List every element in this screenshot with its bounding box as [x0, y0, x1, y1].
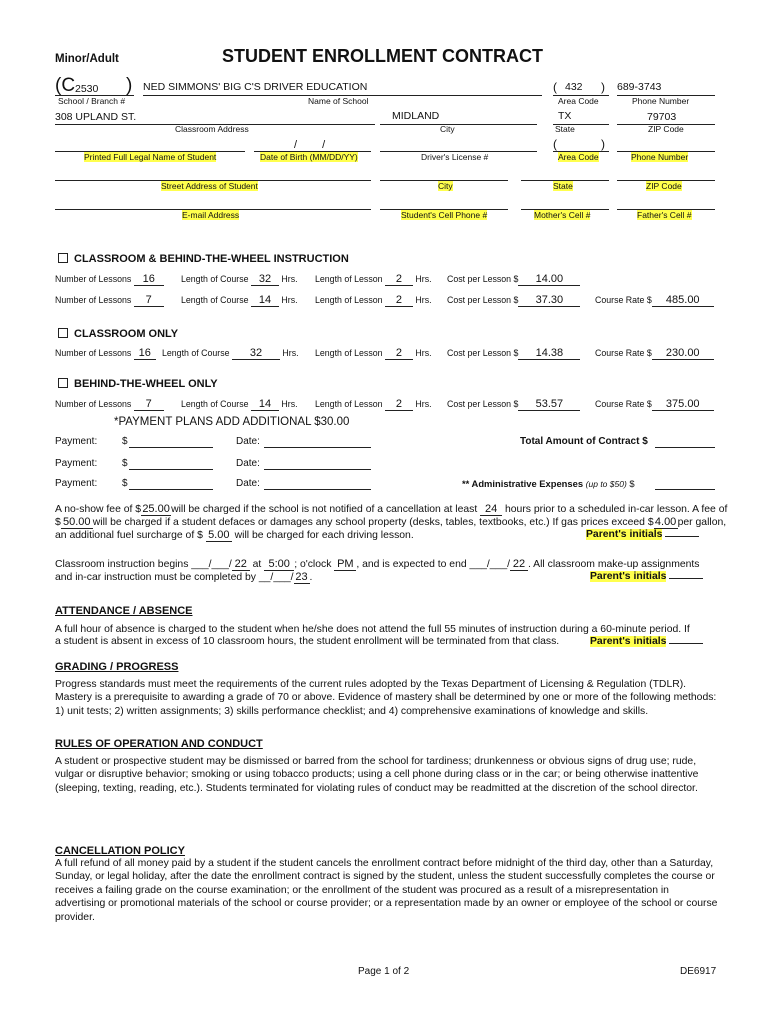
gas-price-input[interactable]: 4.00 — [654, 516, 677, 528]
initials-input[interactable] — [669, 643, 703, 644]
page-number: Page 1 of 2 — [358, 966, 410, 977]
cost-per-lesson-input[interactable]: 37.30 — [518, 295, 580, 307]
noshow-fee-line: A no-show fee of $25.00will be charged if the school is not notified of a cancellation at least 24 hours prior to a scheduled in-car lesson. A fee of — [55, 503, 728, 515]
email-caption: E-mail Address — [182, 210, 240, 220]
classroom-btw-row-1: Number of Lessons 16 — [55, 274, 164, 286]
school-branch-caption: School / Branch # — [58, 96, 126, 106]
initials-input[interactable] — [665, 536, 699, 537]
make-up-line: and in-car instruction must be completed by __/___/ 23 . — [55, 571, 313, 583]
deface-fee-line: $ 50.00 will be charged if a student defaces or damages any school property (desks, tables, textbooks, etc.) If gas prices exceed $4.00per gallon, — [55, 516, 727, 528]
classroom-only-course: Length of Course 32 Hrs. — [162, 347, 299, 359]
course-rate-input[interactable]: 375.00 — [652, 399, 714, 411]
payment-date-label: Date: — [236, 436, 260, 447]
father-cell-caption: Father's Cell # — [637, 210, 692, 220]
btw-only-course: Length of Course 14 Hrs. — [181, 398, 298, 410]
classroom-address-caption: Classroom Address — [175, 124, 249, 134]
class-begins-line: Classroom instruction begins ___/___/ 22 at 5:00 ; o'clock PM , and is expected to end ___/___/ 22 . All classroom make-up assignments — [55, 558, 700, 570]
course-hours-input[interactable]: 32 — [232, 348, 280, 360]
fuel-surcharge-line: an additional fuel surcharge of $ 5.00 will be charged for each driving lesson. — [55, 529, 414, 541]
hours-notice-input[interactable]: 24 — [480, 503, 502, 516]
classroom-only-rate: Course Rate $ 230.00 — [595, 348, 714, 360]
zip-value[interactable]: 79703 — [647, 111, 677, 123]
classroom-btw-row-2: Number of Lessons 7 — [55, 295, 164, 307]
cancellation-heading: CANCELLATION POLICY — [55, 845, 185, 857]
phone-caption: Phone Number — [632, 96, 690, 106]
classroom-btw-row-1-lesson: Length of Lesson 2 Hrs. — [315, 273, 432, 285]
state-value[interactable]: TX — [558, 110, 572, 122]
area-code-caption: Area Code — [558, 96, 599, 106]
course-hours-input[interactable]: 14 — [251, 295, 279, 307]
lessons-input[interactable]: 7 — [134, 399, 164, 411]
student-area-close: ) — [601, 137, 605, 151]
lesson-hours-input[interactable]: 2 — [385, 348, 413, 360]
noshow-fee-input[interactable]: 25.00 — [142, 503, 170, 515]
student-area-open: ( — [553, 137, 557, 151]
rules-heading: RULES OF OPERATION AND CONDUCT — [55, 738, 263, 750]
begin-time-input[interactable]: 5:00 — [264, 558, 294, 571]
cost-per-lesson-input[interactable]: 14.38 — [518, 348, 580, 360]
begin-year-input[interactable]: 22 — [232, 558, 250, 571]
dob-caption: Date of Birth (MM/DD/YY) — [260, 152, 358, 162]
street-caption: Street Address of Student — [161, 181, 258, 191]
classroom-address-value[interactable]: 308 UPLAND ST. — [55, 111, 137, 123]
parents-initials-2: Parent's initials — [590, 571, 703, 582]
payment-date-label: Date: — [236, 478, 260, 489]
admin-expenses-label: ** Administrative Expenses (up to $50) $ — [462, 478, 635, 489]
payment-dollar: $ — [122, 458, 128, 469]
admin-expenses-line[interactable] — [655, 489, 715, 490]
btw-only-rate: Course Rate $ 375.00 — [595, 399, 714, 411]
page-title: STUDENT ENROLLMENT CONTRACT — [222, 46, 543, 66]
payment-dollar: $ — [122, 478, 128, 489]
area-code-open: ( — [553, 80, 557, 94]
payment-amount-line[interactable] — [129, 489, 213, 490]
payment-label: Payment: — [55, 478, 98, 489]
classroom-btw-checkbox[interactable] — [58, 253, 68, 263]
classroom-only-heading: CLASSROOM ONLY — [58, 328, 178, 340]
parents-initials-1: Parent's initials — [586, 529, 699, 540]
course-hours-input[interactable]: 32 — [251, 274, 279, 286]
student-area-caption: Area Code — [558, 152, 599, 162]
btw-only-checkbox[interactable] — [58, 378, 68, 388]
student-name-caption: Printed Full Legal Name of Student — [84, 152, 217, 162]
payment-label: Payment: — [55, 436, 98, 447]
city-value[interactable]: MIDLAND — [392, 110, 440, 122]
state-caption: State — [555, 124, 575, 134]
total-amount-line[interactable] — [655, 447, 715, 448]
payment-date-line[interactable] — [264, 447, 371, 448]
student-zip-caption: ZIP Code — [646, 181, 682, 191]
student-cell-caption: Student's Cell Phone # — [401, 210, 488, 220]
classroom-btw-row-2-lesson: Length of Lesson 2 Hrs. — [315, 294, 432, 306]
total-amount-label: Total Amount of Contract $ — [520, 436, 648, 447]
btw-only-heading: BEHIND-THE-WHEEL ONLY — [58, 378, 218, 390]
area-code-close: ) — [601, 80, 605, 94]
cost-per-lesson-input[interactable]: 53.57 — [518, 399, 580, 411]
minor-adult-label: Minor/Adult — [55, 53, 119, 65]
payment-amount-line[interactable] — [129, 469, 213, 470]
grading-text: Progress standards must meet the requirements of the current rules adopted by the Texas Department of Licensing & Regulation (TDLR). Mastery is a prerequisite to awarding a grade of 70 or above. Evidence of mastery shall be determined by one or more of the following methods: 1) unit tests; 2) written assignments; 3) skills performance checklist; and 4) comprehensive examinations of knowledge and skills. — [55, 679, 717, 717]
end-year-input[interactable]: 22 — [510, 558, 528, 571]
course-rate-input[interactable]: 485.00 — [652, 295, 714, 307]
complete-year-input[interactable]: 23 — [295, 571, 308, 583]
btw-only-lesson: Length of Lesson 2 Hrs. — [315, 398, 432, 410]
rules-text: A student or prospective student may be dismissed or barred from the school for tardiness; drunkenness or obvious signs of drug use; rude, vulgar or disruptive behavior; smoking or using tobacco products; using a cell phone during class or in the car; or being otherwise inattentive (sleeping, texting, reading, etc.). Students terminated for violating rules of conduct may be readmitted at the discretion of the school director. — [55, 756, 699, 794]
student-phone-caption: Phone Number — [631, 152, 689, 162]
classroom-btw-row-2-cost: Cost per Lesson $ 37.30 — [447, 295, 580, 307]
fuel-surcharge-input[interactable]: 5.00 — [206, 529, 232, 542]
school-branch-prefix: (C — [55, 75, 76, 96]
classroom-btw-row-1-course: Length of Course 32 Hrs. — [181, 273, 298, 285]
payment-plans-note: *PAYMENT PLANS ADD ADDITIONAL $30.00 — [114, 416, 350, 428]
phone-value[interactable]: 689-3743 — [617, 81, 662, 93]
student-state-caption: State — [553, 181, 573, 191]
lesson-hours-input[interactable]: 2 — [385, 295, 413, 307]
classroom-btw-row-1-cost: Cost per Lesson $ 14.00 — [447, 274, 580, 286]
school-branch-close: ) — [126, 75, 133, 96]
payment-date-line[interactable] — [264, 489, 371, 490]
payment-amount-line[interactable] — [129, 447, 213, 448]
course-hours-input[interactable]: 14 — [251, 399, 279, 411]
btw-only-lessons: Number of Lessons 7 — [55, 399, 164, 411]
attendance-heading: ATTENDANCE / ABSENCE — [55, 605, 193, 617]
payment-date-line[interactable] — [264, 469, 371, 470]
lesson-hours-input[interactable]: 2 — [385, 399, 413, 411]
lessons-input[interactable]: 7 — [134, 295, 164, 307]
lesson-hours-input[interactable]: 2 — [385, 274, 413, 286]
classroom-btw-row-2-course: Length of Course 14 Hrs. — [181, 294, 298, 306]
form-id: DE6917 — [680, 966, 717, 977]
attendance-text-1: A full hour of absence is charged to the student when he/she does not attend the full 55 minutes of instruction during a 60-minute period. If — [55, 624, 690, 635]
school-name-value[interactable]: NED SIMMONS' BIG C'S DRIVER EDUCATION — [143, 81, 368, 93]
grading-heading: GRADING / PROGRESS — [55, 661, 179, 673]
lessons-input[interactable]: 16 — [134, 348, 156, 360]
ampm-input[interactable]: PM — [334, 558, 356, 571]
deface-fee-input[interactable]: 50.00 — [61, 516, 93, 529]
btw-only-cost: Cost per Lesson $ 53.57 — [447, 399, 580, 411]
initials-input[interactable] — [669, 578, 703, 579]
course-rate-input[interactable]: 230.00 — [652, 348, 714, 360]
student-city-caption: City — [438, 181, 453, 191]
city-caption: City — [440, 124, 455, 134]
dob-slashes: / / — [294, 139, 326, 151]
classroom-only-lessons: Number of Lessons 16 — [55, 348, 156, 360]
classroom-only-checkbox[interactable] — [58, 328, 68, 338]
attendance-text-2: a student is absent in excess of 10 classroom hours, the student enrollment will be terminated from that class. — [55, 636, 560, 647]
license-caption: Driver's License # — [421, 152, 489, 162]
cost-per-lesson-input[interactable]: 14.00 — [518, 274, 580, 286]
classroom-btw-heading: CLASSROOM & BEHIND-THE-WHEEL INSTRUCTION — [58, 253, 349, 265]
parents-initials-3: Parent's initials — [590, 636, 703, 647]
zip-caption: ZIP Code — [648, 124, 684, 134]
cancellation-text: A full refund of all money paid by a student if the student cancels the enrollment contract before midnight of the third day, other than a Saturday, Sunday, or legal holiday, after the date the enrollment contract is signed by the student, unless the student successfully completes the course or receives a failing grade on the course examination; or the enrollment of the student was procured as a result of a misrepresentation in advertising or promotional materials of the school or course provider; or a representation made by an owner or employee of the school or course provider. — [55, 858, 718, 923]
school-branch-value[interactable]: 2530 — [75, 83, 99, 95]
mother-cell-caption: Mother's Cell # — [534, 210, 591, 220]
lessons-input[interactable]: 16 — [134, 274, 164, 286]
classroom-only-lesson: Length of Lesson 2 Hrs. — [315, 347, 432, 359]
payment-date-label: Date: — [236, 458, 260, 469]
payment-label: Payment: — [55, 458, 98, 469]
payment-dollar: $ — [122, 436, 128, 447]
area-code-value[interactable]: 432 — [565, 81, 583, 93]
school-name-caption: Name of School — [308, 96, 369, 106]
classroom-btw-rate: Course Rate $ 485.00 — [595, 295, 714, 307]
classroom-only-cost: Cost per Lesson $ 14.38 — [447, 348, 580, 360]
city-line — [380, 124, 537, 125]
